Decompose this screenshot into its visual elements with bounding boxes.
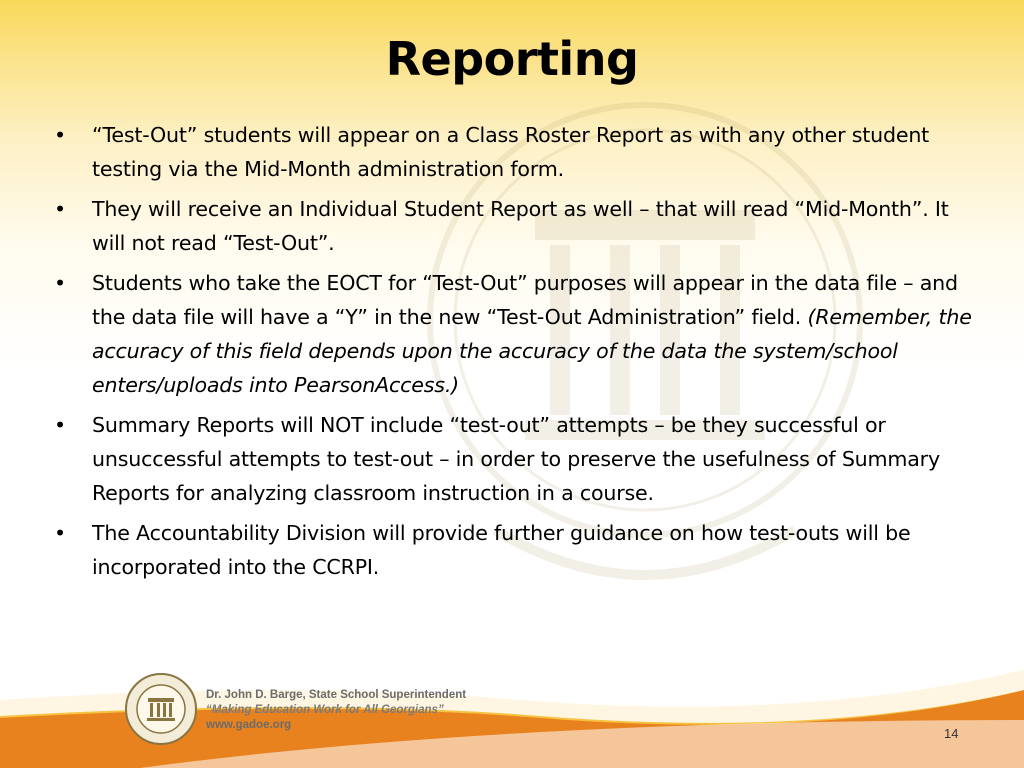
bullet-item xyxy=(52,516,972,584)
bullet-glyph: • xyxy=(54,123,66,147)
bullet-text: Students who take the EOCT for “Test-Out” purposes will appear in the data file – and the data file will have a “Y” in the new “Test-Out Administration” field. xyxy=(92,271,958,329)
bullet-italic-note: (Remember, the accuracy of this field depends upon the accuracy of the data the system/school enters/uploads into PearsonAccess.) xyxy=(92,305,972,397)
department-of-education-seal-icon xyxy=(124,672,198,746)
bullet-text: The Accountability Division will provide further guidance on how test-outs will be incorporated into the CCRPI. xyxy=(92,521,911,579)
page-number: 14 xyxy=(944,726,959,741)
bullet-item xyxy=(52,266,972,402)
bullet-text: They will receive an Individual Student Report as well – that will read “Mid-Month”. It will not read “Test-Out”. xyxy=(92,197,949,255)
bullet-text: “Test-Out” students will appear on a Class Roster Report as with any other student testing via the Mid-Month administration form. xyxy=(92,123,930,181)
footer-superintendent: Dr. John D. Barge, State School Superintendent xyxy=(206,689,467,701)
bullet-glyph: • xyxy=(54,271,66,295)
bullet-text: Summary Reports will NOT include “test-out” attempts – be they successful or unsuccessful attempts to test-out – in order to preserve the usefulness of Summary Reports for analyzing classroom instruction in a course. xyxy=(92,413,940,505)
bullet-glyph: • xyxy=(54,197,66,221)
bullet-list xyxy=(52,118,972,590)
bullet-glyph: • xyxy=(54,413,66,437)
bullet-item xyxy=(52,192,972,260)
footer-website[interactable]: www.gadoe.org xyxy=(206,719,292,731)
bullet-item xyxy=(52,118,972,186)
bullet-item xyxy=(52,408,972,510)
bullet-glyph: • xyxy=(54,521,66,545)
footer-motto: “Making Education Work for All Georgians” xyxy=(206,704,444,716)
footer-credits xyxy=(206,688,466,733)
slide-title: Reporting xyxy=(385,32,639,86)
